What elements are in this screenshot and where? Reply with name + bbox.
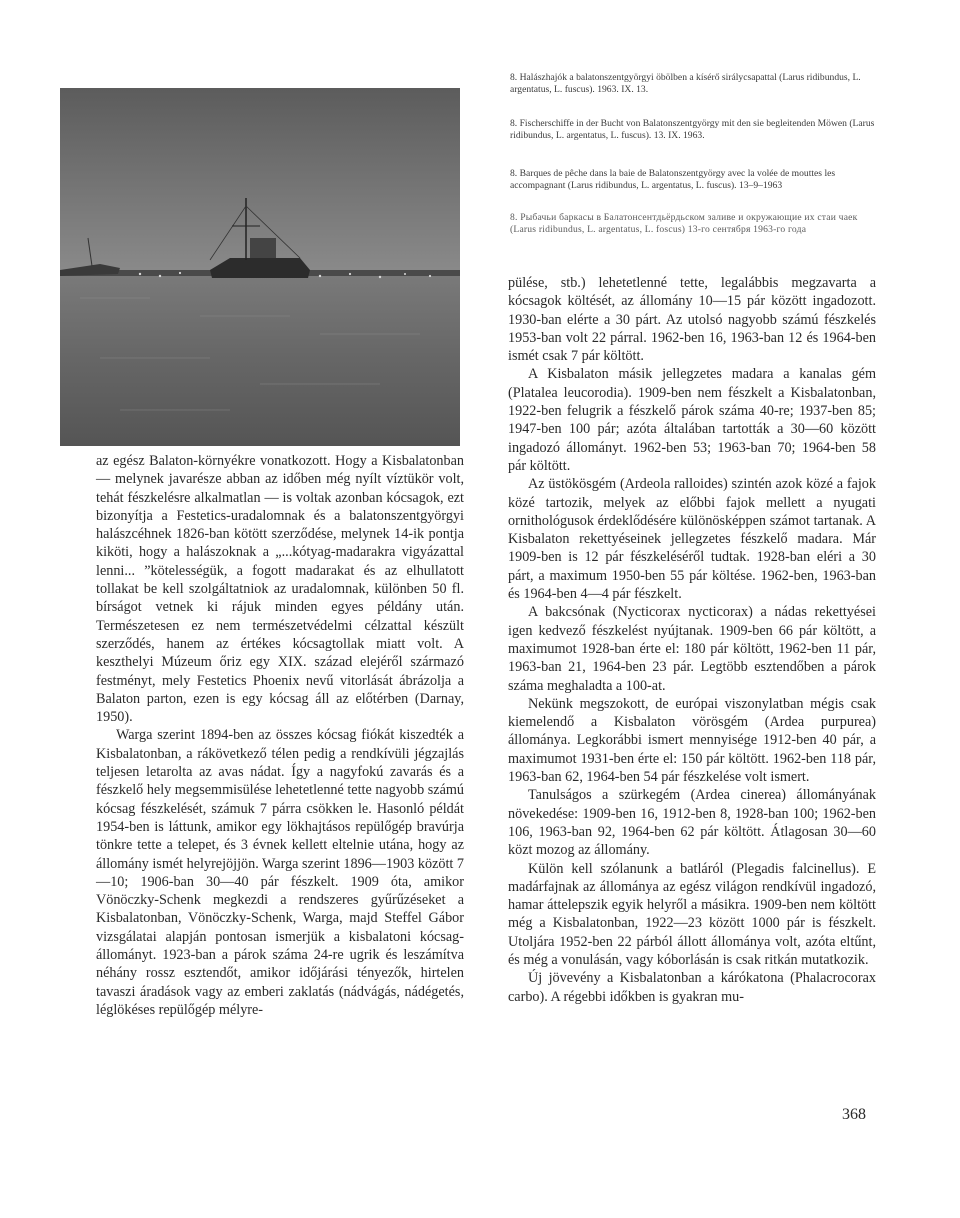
paragraph: Az üstökösgém (Ardeola ralloides) szintén azok közé a fajok közé tartozik, melyek az előbbi fajok mellett a nyugati ornithológusok érdeklődésére különösképpen számot tartanak. A Kisbalaton rekettyéseinek jellegzetes fészkelő madara. Már 1909-ben is 12 pár fészkeléséről tudtak. 1928-ban eléri a 30 párt, a maximum 1950-ben 55 pár költése. 1962-ben, 1963-ban és 1964-ben 4—4 pár fészkelt. <box>508 476 876 603</box>
caption-text: 8. Halászhajók a balatonszentgyörgyi öbölben a kísérő sirálycsapattal (Larus ridibundus, L. argentatus, L. fuscus). 1963. IX. 13. <box>510 72 861 96</box>
paragraph: Külön kell szólanunk a batláról (Plegadis falcinellus). E madárfajnak az állománya az egész világon rendkívül ingadozó, hamar áttelepszik egyik helyről a másikra. 1909-ben nem költött még a Kisbalatonban, 1922—23 között 1000 pár is fészkelt. Utoljára 1952-ben 22 párból állott állománya volt, azóta eltűnt, és még a vonulásán, vagy kóborlásán is csak ritkán mutatkozik. <box>508 860 876 968</box>
page-number: 368 <box>842 1106 866 1123</box>
paragraph: Warga szerint 1894-ben az összes kócsag fiókát kiszedték a Kisbalatonban, a rákövetkező télen pedig a rendkívüli jégzajlás teljesen letarolta az avas nádat. Így a nagyfokú zavarás és a fészkelő hely megsemmisülése lehetetlenné tette nagyobb számú kócsag fészkelését, számuk 7 párra csökken le. Hasonló példát 1954-ben is láttunk, amikor egy lökhajtásos repülőgép bravúrja tönkre tette a telepet, és 3 évnek kellett eltelnie utána, hogy az állomány ismét helyrejöjjön. Warga szerint 1896—1903 között 7—10; 1906-ban 30—40 pár fészkelt. 1909 óta, amikor Vönöczky-Schenk megkezdi a rendszeres gyűrűzéseket a Kisbalatonban, Vönöczky-Schenk, Warga, majd Steffel Gábor vizsgálatai alapján pontosan ismerjük a kisbalatoni kócsag-állományt. 1923-ban a párok száma 24-re ugrik és leszámítva néhány rossz esztendőt, amikor időjárási tényezők, hirtelen tavaszi áradások vagy az emberi zaklatás (nádvágás, nádégetés, léglökéses repülőgép mélyre- <box>96 727 464 1018</box>
paragraph: Új jövevény a Kisbalatonban a kárókatona (Phalacrocorax carbo). A régebbi időkben is gyakran mu- <box>508 970 876 1005</box>
photo-caption-hungarian <box>510 72 878 97</box>
paragraph: A bakcsónak (Nycticorax nycticorax) a nádas rekettyései igen kedvező fészkelést nyújtanak. 1909-ben 66 pár költött, a maximumot 1928-ban érte el: 180 pár költött, 1962-ben 11 pár, 1963-ban 21, 1964-ben 23 pár. Legtöbb esztendőben a párok száma meghaladta a 100-at. <box>508 604 876 694</box>
caption-text: 8. Fischerschiffe in der Bucht von Balatonszentgyörgy mit den sie begleitenden Möwen (Larus ridibundus, L. argentatus, L. fuscus). 13. IX. 1963. <box>510 118 875 142</box>
caption-text: 8. Barques de pêche dans la baie de Balatonszentgyörgy avec la volée de mouttes les accompagnant (Larus ridibundus, L. argentatus, L. fuscus). 13–9–1963 <box>510 168 836 192</box>
paragraph: Tanulságos a szürkegém (Ardea cinerea) állományának növekedése: 1909-ben 16, 1912-ben 8, 1928-ban 100; 1962-ben 106, 1963-ban 92, 1964-ben 62 pár költött. Átlagosan 30—60 közt mozog az állomány. <box>508 787 876 859</box>
left-text-column <box>96 452 464 1019</box>
photo-image <box>60 88 460 446</box>
paragraph: az egész Balaton-környékre vonatkozott. Hogy a Kisbalatonban — melynek javarésze abban az időben még nyílt víztükör volt, tehát fészkelésre alkalmatlan — is voltak azonban kócsagok, ezt bizonyítja a Festetics-uradalomnak és a balatonszentgyörgyi halászcéhnek 1826-ban kötött szerződése, melynek 14-ik pontja kiköti, hogy a halászoknak a „...kótyag-madarakra vigyázattal lenni... ”kötelességük, a fogott madarakat és az elhullatott tollakat be kell szolgáltatniok az uradalomnak, különben 50 fl. bírságot vetnek ki rájuk minden egyes példány után. Természetesen ez nem természetvédelmi célzattal készült szerződés, hanem az értékes kócsagtollak miatt volt. A keszthelyi Múzeum őriz egy XIX. század elejéről származó festményt, mely Festetics Phoenix nevű vitorlását ábrázolja a Balaton parton, ezen is egy kócsag áll az előtérben (Darnay, 1950). <box>96 453 464 726</box>
right-text-column <box>508 274 876 1006</box>
caption-text: 8. Рыбачьи баркасы в Балатонсентдьёрдьском заливе и окружающие их стаи чаек (Larus ridibundus, L. argentatus, L. foscus) 13-го сентября 1963-го года <box>510 212 858 236</box>
photo-caption-russian <box>510 212 878 237</box>
photo-caption-french <box>510 168 878 193</box>
photo-caption-german <box>510 118 878 143</box>
paragraph: A Kisbalaton másik jellegzetes madara a kanalas gém (Platalea leucorodia). 1909-ben nem fészkelt a Kisbalatonban, 1922-ben felugrik a fészkelő párok száma 40-re; 1937-ben 85; 1947-ben 100 pár; azóta általában tartották a 30—60 között ingadozó állományt. 1962-ben 53; 1963-ban 70; 1964-ben 58 pár költött. <box>508 366 876 474</box>
paragraph: pülése, stb.) lehetetlenné tette, legalábbis megzavarta a kócsagok költését, az állomány 10—15 pár között ingadozott. 1930-ban elérte a 30 párt. Az utolsó nagyobb számú fészkelés 1953-ban volt 22 párral. 1962-ben 16, 1963-ban 12 és 1964-ben ismét csak 7 pár költött. <box>508 275 876 365</box>
paragraph: Nekünk megszokott, de európai viszonylatban mégis csak kiemelendő a Kisbalaton vörösgém (Ardea purpurea) állománya. Legkorábbi ismert mennyisége 1912-ben 40 pár, a maximumot 1931-ben érte el: 150 pár költött. 1962-ben 118 pár, 1963-ban 62, 1964-ben 54 pár fészkelése volt ismert. <box>508 695 876 786</box>
fishing-boats-photo <box>60 88 460 446</box>
